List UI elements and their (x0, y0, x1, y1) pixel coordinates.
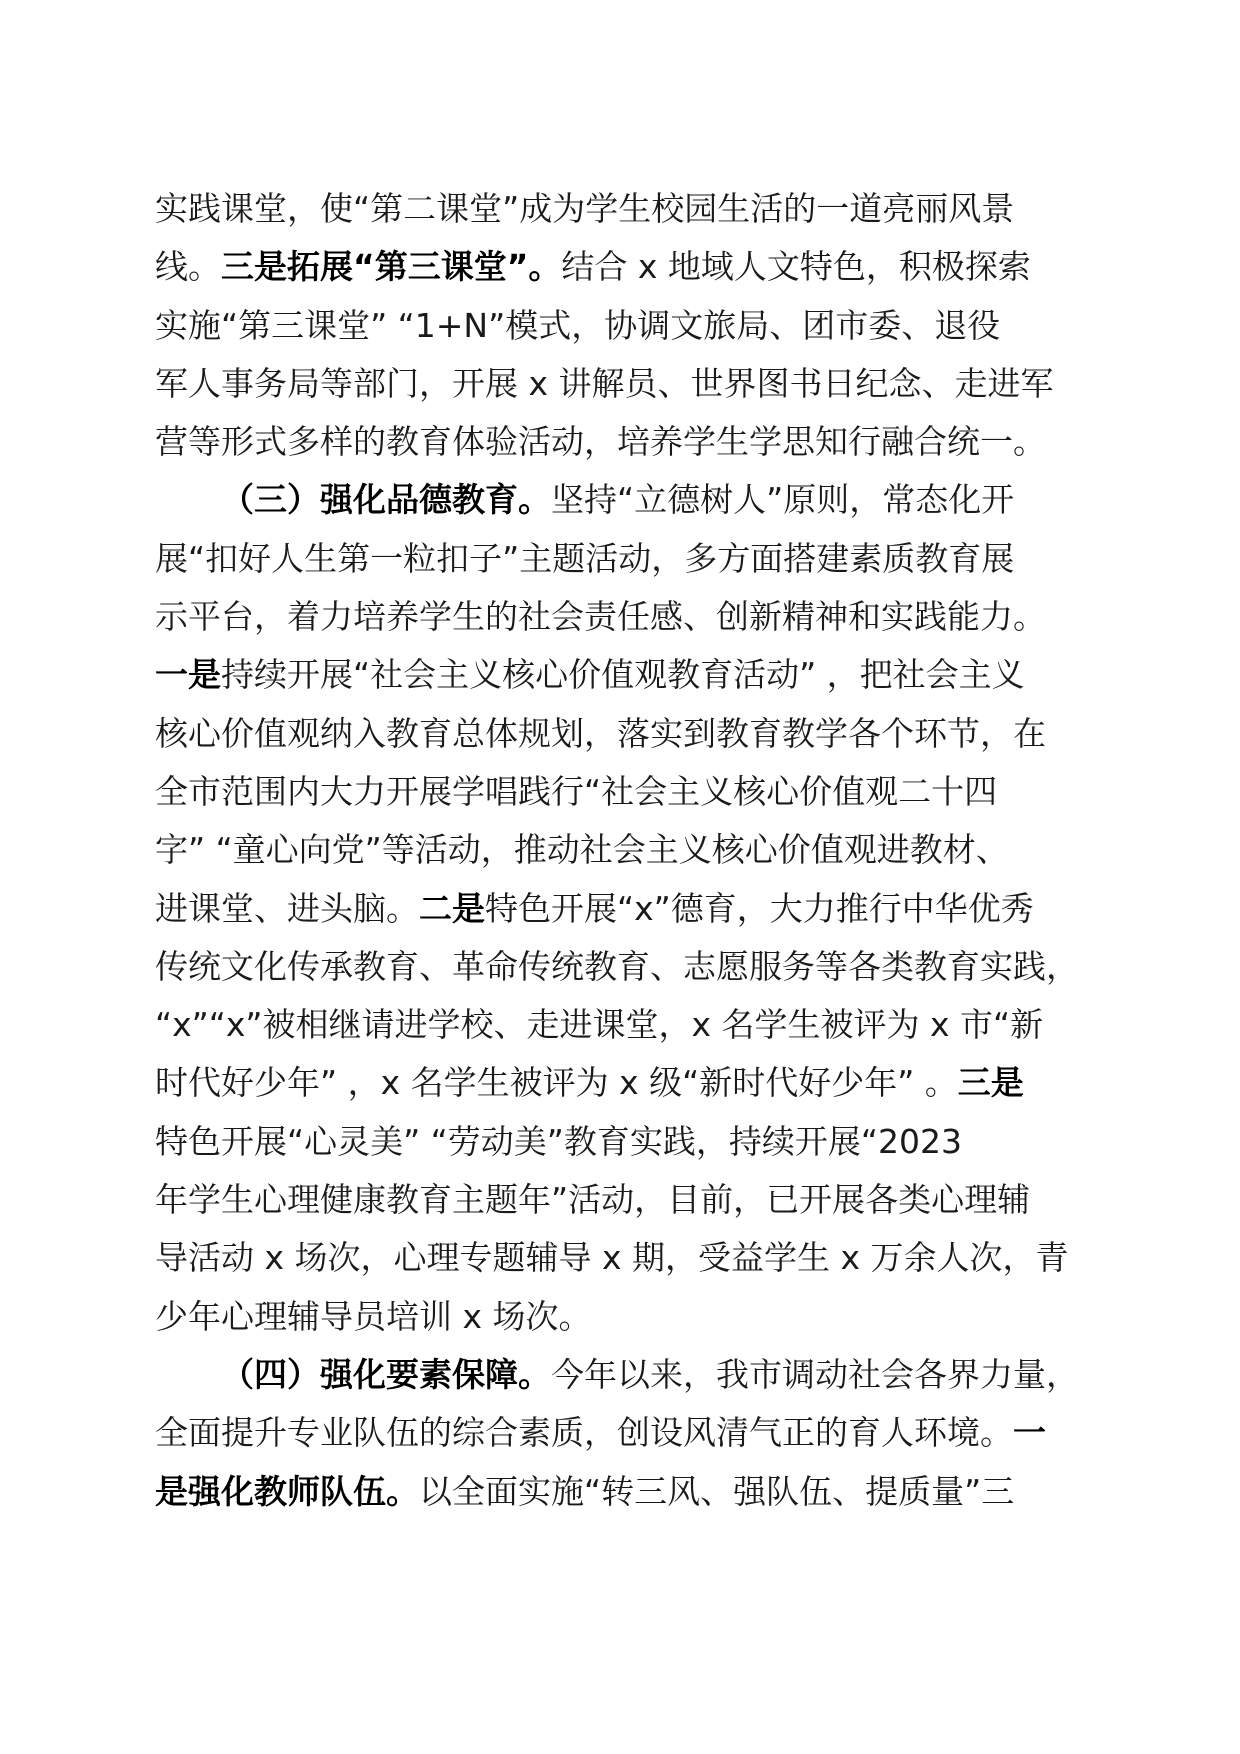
text-line (155, 355, 1095, 413)
text-run: 字” “童心向党”等活动，推动社会主义核心价值观进教材、 (155, 830, 1009, 870)
text-run: 持续开展“社会主义核心价值观教育活动” ，把社会主义 (221, 655, 1025, 695)
text-run: 示平台，着力培养学生的社会责任感、创新精神和实践能力。 (155, 597, 1046, 637)
text-line (155, 1288, 1095, 1346)
document-body (155, 180, 1095, 1521)
text-line (155, 1346, 1095, 1404)
text-run: “x”“x”被相继请进学校、走进课堂，x 名学生被评为 x 市“新 (155, 1005, 1044, 1045)
text-line (155, 530, 1095, 588)
text-line (155, 1113, 1095, 1171)
text-run: 时代好少年” ，x 名学生被评为 x 级“新时代好少年” 。 (155, 1063, 958, 1103)
text-line (155, 1054, 1095, 1112)
bold-text-run: 一是 (155, 655, 221, 695)
text-line (155, 297, 1095, 355)
text-line (155, 646, 1095, 704)
text-line (155, 1463, 1095, 1521)
text-run: 传统文化传承教育、革命传统教育、志愿服务等各类教育实践， (155, 946, 1079, 986)
text-line (155, 1404, 1095, 1462)
text-run: 展“扣好人生第一粒扣子”主题活动，多方面搭建素质教育展 (155, 538, 1015, 578)
bold-text-run: 一 (1013, 1413, 1046, 1453)
bold-text-run: 二是 (419, 888, 485, 928)
text-run: 进课堂、进头脑。 (155, 888, 419, 928)
bold-text-run: （三）强化品德教育。 (221, 480, 551, 520)
bold-text-run: 是强化教师队伍。 (155, 1471, 419, 1511)
bold-text-run: （四）强化要素保障。 (221, 1354, 551, 1394)
text-run: 营等形式多样的教育体验活动，培养学生学思知行融合统一。 (155, 422, 1046, 462)
text-line (155, 763, 1095, 821)
text-run: 导活动 x 场次，心理专题辅导 x 期，受益学生 x 万余人次，青 (155, 1238, 1069, 1278)
text-run: 实施“第三课堂” “1+N”模式，协调文旅局、团市委、退役 (155, 305, 1001, 345)
text-line (155, 996, 1095, 1054)
text-line (155, 821, 1095, 879)
text-line (155, 413, 1095, 471)
text-line (155, 471, 1095, 529)
text-line (155, 880, 1095, 938)
bold-text-run: 三是 (957, 1063, 1024, 1103)
text-run: 今年以来，我市调动社会各界力量， (551, 1354, 1079, 1394)
text-line (155, 938, 1095, 996)
text-run: 以全面实施“转三风、强队伍、提质量”三 (419, 1471, 1015, 1511)
text-run: 全市范围内大力开展学唱践行“社会主义核心价值观二十四 (155, 771, 998, 811)
text-line (155, 705, 1095, 763)
text-run: 特色开展“心灵美” “劳动美”教育实践，持续开展“2023 (155, 1121, 962, 1161)
text-run: 结合 x 地域人文特色，积极探索 (561, 247, 1031, 287)
text-run: 线。 (155, 247, 221, 287)
text-line (155, 238, 1095, 296)
text-run: 全面提升专业队伍的综合素质，创设风清气正的育人环境。 (155, 1413, 1013, 1453)
text-line (155, 1171, 1095, 1229)
text-run: 少年心理辅导员培训 x 场次。 (155, 1296, 592, 1336)
text-line (155, 180, 1095, 238)
text-run: 实践课堂，使“第二课堂”成为学生校园生活的一道亮丽风景 (155, 189, 1015, 228)
text-line (155, 588, 1095, 646)
text-run: 年学生心理健康教育主题年”活动，目前，已开展各类心理辅 (155, 1180, 1031, 1220)
text-run: 核心价值观纳入教育总体规划，落实到教育教学各个环节，在 (155, 713, 1046, 753)
text-run: 军人事务局等部门，开展 x 讲解员、世界图书日纪念、走进军 (155, 363, 1054, 403)
text-line (155, 1229, 1095, 1287)
bold-text-run: 三是拓展“第三课堂”。 (221, 247, 562, 287)
text-run: 坚持“立德树人”原则，常态化开 (551, 480, 1015, 520)
text-run: 特色开展“x”德育，大力推行中华优秀 (485, 888, 1034, 928)
